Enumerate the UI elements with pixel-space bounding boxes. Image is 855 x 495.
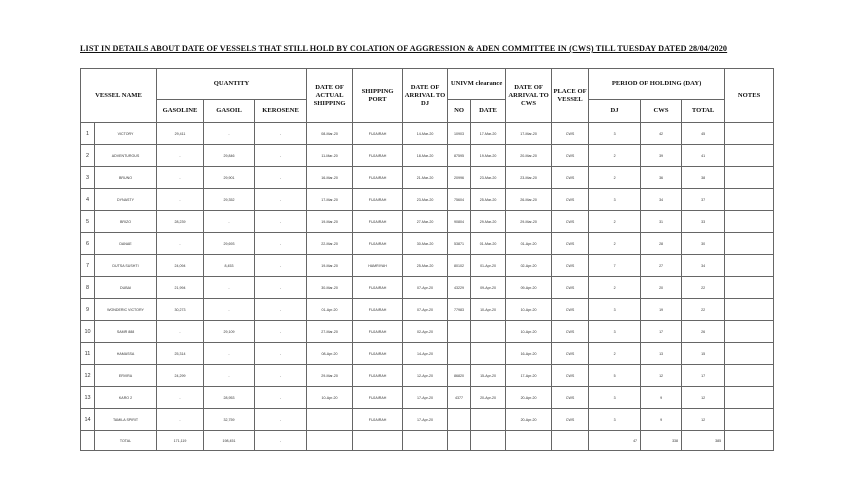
actual-shipping-date: 29-Mar-20 [307, 365, 353, 387]
vessel-place: CWS [552, 167, 589, 189]
unvim-date [471, 321, 506, 343]
table-row [81, 387, 774, 409]
unvim-number [448, 409, 471, 431]
header-gasoline: GASOLINE [157, 100, 204, 123]
table-row [81, 321, 774, 343]
notes-cell [725, 277, 774, 299]
holding-total: 45 [682, 123, 725, 145]
notes-cell [725, 255, 774, 277]
kerosene-qty: - [255, 387, 307, 409]
row-number: 11 [81, 343, 95, 365]
gasoline-qty: - [157, 409, 204, 431]
kerosene-qty: - [255, 123, 307, 145]
shipping-port: FUJAIRAH [353, 123, 403, 145]
kerosene-qty: - [255, 211, 307, 233]
kerosene-qty: - [255, 145, 307, 167]
totals-notes [725, 431, 774, 451]
gasoline-qty: - [157, 189, 204, 211]
vessel-place: CWS [552, 299, 589, 321]
unvim-number: 10903 [448, 123, 471, 145]
actual-shipping-date: 27-Mar-20 [307, 321, 353, 343]
notes-cell [725, 189, 774, 211]
actual-shipping-date: 11-Mar-20 [307, 145, 353, 167]
holding-cws: 42 [641, 123, 682, 145]
holding-total: 15 [682, 343, 725, 365]
unvim-date: 23-Mar-20 [471, 167, 506, 189]
holding-cws: 19 [641, 299, 682, 321]
unvim-number: 87595 [448, 145, 471, 167]
arrival-cws-date: 10-Apr-20 [506, 321, 552, 343]
shipping-port: FUJAIRAH [353, 211, 403, 233]
row-number: 10 [81, 321, 95, 343]
header-kerosene: KEROSENE [255, 100, 307, 123]
shipping-port: FUJAIRAH [353, 343, 403, 365]
holding-dj: 3 [589, 409, 641, 431]
totals-gasoline: 171,119 [157, 431, 204, 451]
gasoline-qty: 24,299 [157, 365, 204, 387]
gasoline-qty: 25,314 [157, 343, 204, 365]
arrival-dj-date: 18-Mar-20 [403, 145, 448, 167]
vessel-name: DYNASTY [95, 189, 157, 211]
holding-dj: 3 [589, 123, 641, 145]
totals-empty [448, 431, 471, 451]
table-row [81, 145, 774, 167]
header-dj: DJ [589, 100, 641, 123]
vessel-name: TAMILA SPIRIT [95, 409, 157, 431]
row-number: 3 [81, 167, 95, 189]
actual-shipping-date: 10-Apr-20 [307, 387, 353, 409]
holding-cws: 36 [641, 167, 682, 189]
kerosene-qty: - [255, 255, 307, 277]
holding-dj: 2 [589, 343, 641, 365]
shipping-port: FUJAIRAH [353, 277, 403, 299]
holding-cws: 13 [641, 343, 682, 365]
shipping-port: HAMRIYAH [353, 255, 403, 277]
actual-shipping-date: 17-Mar-20 [307, 189, 353, 211]
vessel-place: CWS [552, 145, 589, 167]
row-number: 9 [81, 299, 95, 321]
header-place-of-vessel: PLACE OF VESSEL [552, 69, 589, 123]
holding-cws: 17 [641, 321, 682, 343]
actual-shipping-date: 01-Apr-20 [307, 299, 353, 321]
vessel-name: SAMR 888 [95, 321, 157, 343]
holding-dj: 3 [589, 387, 641, 409]
gasoline-qty: - [157, 321, 204, 343]
arrival-dj-date: 07-Apr-20 [403, 299, 448, 321]
arrival-dj-date: 30-Mar-20 [403, 233, 448, 255]
shipping-port: FUJAIRAH [353, 167, 403, 189]
unvim-number: 77983 [448, 299, 471, 321]
vessel-name: DUTSA SUSHTI [95, 255, 157, 277]
gasoline-qty: 30,273 [157, 299, 204, 321]
holding-total: 41 [682, 145, 725, 167]
actual-shipping-date: 16-Mar-20 [307, 167, 353, 189]
row-number: 13 [81, 387, 95, 409]
unvim-date: 17-Mar-20 [471, 123, 506, 145]
unvim-date: 01-Apr-20 [471, 255, 506, 277]
header-date-actual-shipping: DATE OF ACTUAL SHIPPING [307, 69, 353, 123]
gasoline-qty: - [157, 233, 204, 255]
arrival-dj-date: 07-Apr-20 [403, 277, 448, 299]
gasoil-qty: - [204, 365, 255, 387]
header-cws: CWS [641, 100, 682, 123]
holding-total: 37 [682, 189, 725, 211]
notes-cell [725, 167, 774, 189]
unvim-number [448, 321, 471, 343]
gasoline-qty: 28,239 [157, 211, 204, 233]
header-vessel-name: VESSEL NAME [81, 69, 157, 123]
holding-total: 26 [682, 321, 725, 343]
holding-dj: 2 [589, 211, 641, 233]
holding-total: 17 [682, 365, 725, 387]
header-total: TOTAL [682, 100, 725, 123]
vessel-place: CWS [552, 409, 589, 431]
table-row [81, 167, 774, 189]
table-row [81, 123, 774, 145]
table-row [81, 189, 774, 211]
vessel-name: ADVENTUROUS [95, 145, 157, 167]
kerosene-qty: - [255, 321, 307, 343]
holding-cws: 9 [641, 409, 682, 431]
arrival-cws-date: 01-Apr-20 [506, 233, 552, 255]
header-shipping-port: SHIPPING PORT [353, 69, 403, 123]
totals-blank [81, 431, 95, 451]
holding-total: 30 [682, 233, 725, 255]
actual-shipping-date: 19-Mar-20 [307, 211, 353, 233]
actual-shipping-date [307, 409, 353, 431]
notes-cell [725, 233, 774, 255]
holding-dj: 5 [589, 365, 641, 387]
arrival-cws-date: 26-Mar-20 [506, 189, 552, 211]
totals-empty [506, 431, 552, 451]
notes-cell [725, 211, 774, 233]
unvim-date: 09-Apr-20 [471, 277, 506, 299]
holding-cws: 28 [641, 233, 682, 255]
notes-cell [725, 145, 774, 167]
totals-cws: 338 [641, 431, 682, 451]
shipping-port: FUJAIRAH [353, 145, 403, 167]
table-row [81, 365, 774, 387]
vessel-name: BRUNO [95, 167, 157, 189]
table-row [81, 255, 774, 277]
shipping-port: FUJAIRAH [353, 409, 403, 431]
shipping-port: FUJAIRAH [353, 233, 403, 255]
table-body [81, 123, 774, 431]
holding-cws: 34 [641, 189, 682, 211]
shipping-port: FUJAIRAH [353, 387, 403, 409]
row-number: 7 [81, 255, 95, 277]
arrival-dj-date: 17-Apr-20 [403, 387, 448, 409]
holding-dj: 2 [589, 277, 641, 299]
row-number: 8 [81, 277, 95, 299]
holding-cws: 39 [641, 145, 682, 167]
actual-shipping-date: 08-Apr-20 [307, 343, 353, 365]
kerosene-qty: - [255, 277, 307, 299]
kerosene-qty: - [255, 189, 307, 211]
vessel-place: CWS [552, 277, 589, 299]
table-row [81, 277, 774, 299]
shipping-port: FUJAIRAH [353, 365, 403, 387]
row-number: 6 [81, 233, 95, 255]
holding-total: 34 [682, 255, 725, 277]
unvim-date: 29-Mar-20 [471, 211, 506, 233]
arrival-cws-date: 02-Apr-20 [506, 255, 552, 277]
totals-empty [307, 431, 353, 451]
header-unvim-date: DATE [471, 100, 506, 123]
totals-total: 385 [682, 431, 725, 451]
arrival-cws-date: 20-Apr-20 [506, 387, 552, 409]
totals-label: TOTAL [95, 431, 157, 451]
arrival-cws-date: 29-Mar-20 [506, 211, 552, 233]
vessel-place: CWS [552, 387, 589, 409]
holding-cws: 9 [641, 387, 682, 409]
holding-dj: 2 [589, 145, 641, 167]
gasoil-qty: 29,109 [204, 321, 255, 343]
unvim-number: 20996 [448, 167, 471, 189]
gasoil-qty: - [204, 211, 255, 233]
vessel-name: VICTORY [95, 123, 157, 145]
holding-dj: 2 [589, 167, 641, 189]
vessel-name: BRIZO [95, 211, 157, 233]
vessel-place: CWS [552, 189, 589, 211]
header-unvim-clearance: UNIVM clearance [448, 69, 506, 100]
actual-shipping-date: 08-Mar-20 [307, 123, 353, 145]
gasoil-qty: 29,352 [204, 189, 255, 211]
holding-total: 33 [682, 211, 725, 233]
kerosene-qty: - [255, 343, 307, 365]
notes-cell [725, 343, 774, 365]
header-date-arrival-cws: DATE OF ARRIVAL TO CWS [506, 69, 552, 123]
holding-dj: 2 [589, 233, 641, 255]
holding-cws: 12 [641, 365, 682, 387]
unvim-number: 53871 [448, 233, 471, 255]
actual-shipping-date: 22-Mar-20 [307, 233, 353, 255]
totals-empty [471, 431, 506, 451]
vessel-place: CWS [552, 123, 589, 145]
notes-cell [725, 387, 774, 409]
kerosene-qty: - [255, 299, 307, 321]
table-row [81, 409, 774, 431]
vessel-name: DANAE [95, 233, 157, 255]
unvim-number: 4377 [448, 387, 471, 409]
gasoil-qty: 28,953 [204, 387, 255, 409]
unvim-date: 01-Mar-20 [471, 233, 506, 255]
holding-cws: 31 [641, 211, 682, 233]
arrival-dj-date: 27-Mar-20 [403, 211, 448, 233]
gasoil-qty: - [204, 123, 255, 145]
arrival-cws-date: 17-Apr-20 [506, 365, 552, 387]
unvim-number [448, 343, 471, 365]
arrival-dj-date: 02-Apr-20 [403, 321, 448, 343]
gasoline-qty: 29,411 [157, 123, 204, 145]
header-unvim-no: NO [448, 100, 471, 123]
table-row [81, 233, 774, 255]
kerosene-qty: - [255, 409, 307, 431]
unvim-date: 15-Apr-20 [471, 365, 506, 387]
holding-total: 38 [682, 167, 725, 189]
notes-cell [725, 321, 774, 343]
header-date-arrival-dj: DATE OF ARRIVAL TO DJ [403, 69, 448, 123]
gasoline-qty: 24,094 [157, 255, 204, 277]
header-row-1 [81, 69, 774, 100]
shipping-port: FUJAIRAH [353, 189, 403, 211]
vessel-place: CWS [552, 255, 589, 277]
actual-shipping-date: 19-Mar-20 [307, 255, 353, 277]
unvim-number: 86820 [448, 365, 471, 387]
gasoil-qty: 29,846 [204, 145, 255, 167]
arrival-dj-date: 21-Mar-20 [403, 167, 448, 189]
header-quantity: QUANTITY [157, 69, 307, 100]
holding-dj: 7 [589, 255, 641, 277]
shipping-port: FUJAIRAH [353, 299, 403, 321]
gasoil-qty: 29,693 [204, 233, 255, 255]
kerosene-qty: - [255, 167, 307, 189]
totals-empty [353, 431, 403, 451]
totals-dj: 47 [589, 431, 641, 451]
holding-cws: 27 [641, 255, 682, 277]
arrival-dj-date: 12-Apr-20 [403, 365, 448, 387]
vessel-place: CWS [552, 233, 589, 255]
arrival-cws-date: 20-Apr-20 [506, 409, 552, 431]
totals-empty [552, 431, 589, 451]
kerosene-qty: - [255, 365, 307, 387]
gasoil-qty: - [204, 277, 255, 299]
gasoil-qty: - [204, 343, 255, 365]
notes-cell [725, 365, 774, 387]
unvim-date: 19-Mar-20 [471, 145, 506, 167]
row-number: 4 [81, 189, 95, 211]
unvim-number: 75604 [448, 189, 471, 211]
unvim-date: 20-Apr-20 [471, 387, 506, 409]
holding-total: 22 [682, 277, 725, 299]
holding-dj: 3 [589, 299, 641, 321]
arrival-cws-date: 10-Apr-20 [506, 299, 552, 321]
totals-empty [403, 431, 448, 451]
totals-gasoil: 198,451 [204, 431, 255, 451]
totals-kerosene: - [255, 431, 307, 451]
actual-shipping-date: 30-Mar-20 [307, 277, 353, 299]
vessel-name: WONDERIC VICTORY [95, 299, 157, 321]
gasoil-qty: 29,901 [204, 167, 255, 189]
arrival-dj-date: 23-Mar-20 [403, 189, 448, 211]
holding-total: 12 [682, 387, 725, 409]
unvim-number: 90804 [448, 211, 471, 233]
arrival-cws-date: 20-Mar-20 [506, 145, 552, 167]
holding-total: 12 [682, 409, 725, 431]
vessel-place: CWS [552, 211, 589, 233]
header-period-of-holding: PERIOD OF HOLDING (DAY) [589, 69, 725, 100]
unvim-number: 80102 [448, 255, 471, 277]
kerosene-qty: - [255, 233, 307, 255]
header-notes: NOTES [725, 69, 774, 123]
gasoil-qty: 32,759 [204, 409, 255, 431]
vessel-name: ERVIRA [95, 365, 157, 387]
notes-cell [725, 123, 774, 145]
gasoil-qty: - [204, 299, 255, 321]
vessel-place: CWS [552, 343, 589, 365]
table-row [81, 299, 774, 321]
holding-cws: 20 [641, 277, 682, 299]
gasoline-qty: - [157, 167, 204, 189]
gasoil-qty: 8,453 [204, 255, 255, 277]
notes-cell [725, 409, 774, 431]
arrival-cws-date: 17-Mar-20 [506, 123, 552, 145]
vessel-name: DUBAI [95, 277, 157, 299]
vessel-name: HAMASSA [95, 343, 157, 365]
gasoline-qty: 21,994 [157, 277, 204, 299]
gasoline-qty: - [157, 387, 204, 409]
holding-total: 22 [682, 299, 725, 321]
table-row [81, 211, 774, 233]
holding-dj: 3 [589, 189, 641, 211]
arrival-dj-date: 14-Apr-20 [403, 343, 448, 365]
unvim-date: 25-Mar-20 [471, 189, 506, 211]
shipping-port: FUJAIRAH [353, 321, 403, 343]
vessel-place: CWS [552, 365, 589, 387]
row-number: 5 [81, 211, 95, 233]
arrival-cws-date: 23-Mar-20 [506, 167, 552, 189]
gasoline-qty: - [157, 145, 204, 167]
document-title: LIST IN DETAILS ABOUT DATE OF VESSELS THAT STILL HOLD BY COLATION OF AGGRESSION & ADEN COMMITTEE IN (CWS) TILL TUESDAY DATED 28/04/2020 [80, 44, 728, 53]
row-number: 14 [81, 409, 95, 431]
notes-cell [725, 299, 774, 321]
unvim-number: 43229 [448, 277, 471, 299]
vessels-table [80, 68, 774, 451]
unvim-date [471, 343, 506, 365]
arrival-dj-date: 25-Mar-20 [403, 255, 448, 277]
row-number: 2 [81, 145, 95, 167]
row-number: 12 [81, 365, 95, 387]
arrival-dj-date: 14-Mar-20 [403, 123, 448, 145]
arrival-cws-date: 16-Apr-20 [506, 343, 552, 365]
totals-row [81, 431, 774, 451]
arrival-cws-date: 09-Apr-20 [506, 277, 552, 299]
vessel-place: CWS [552, 321, 589, 343]
row-number: 1 [81, 123, 95, 145]
header-gasoil: GASOIL [204, 100, 255, 123]
vessel-name: KARO 2 [95, 387, 157, 409]
arrival-dj-date: 17-Apr-20 [403, 409, 448, 431]
unvim-date [471, 409, 506, 431]
table-row [81, 343, 774, 365]
holding-dj: 3 [589, 321, 641, 343]
unvim-date: 10-Apr-20 [471, 299, 506, 321]
